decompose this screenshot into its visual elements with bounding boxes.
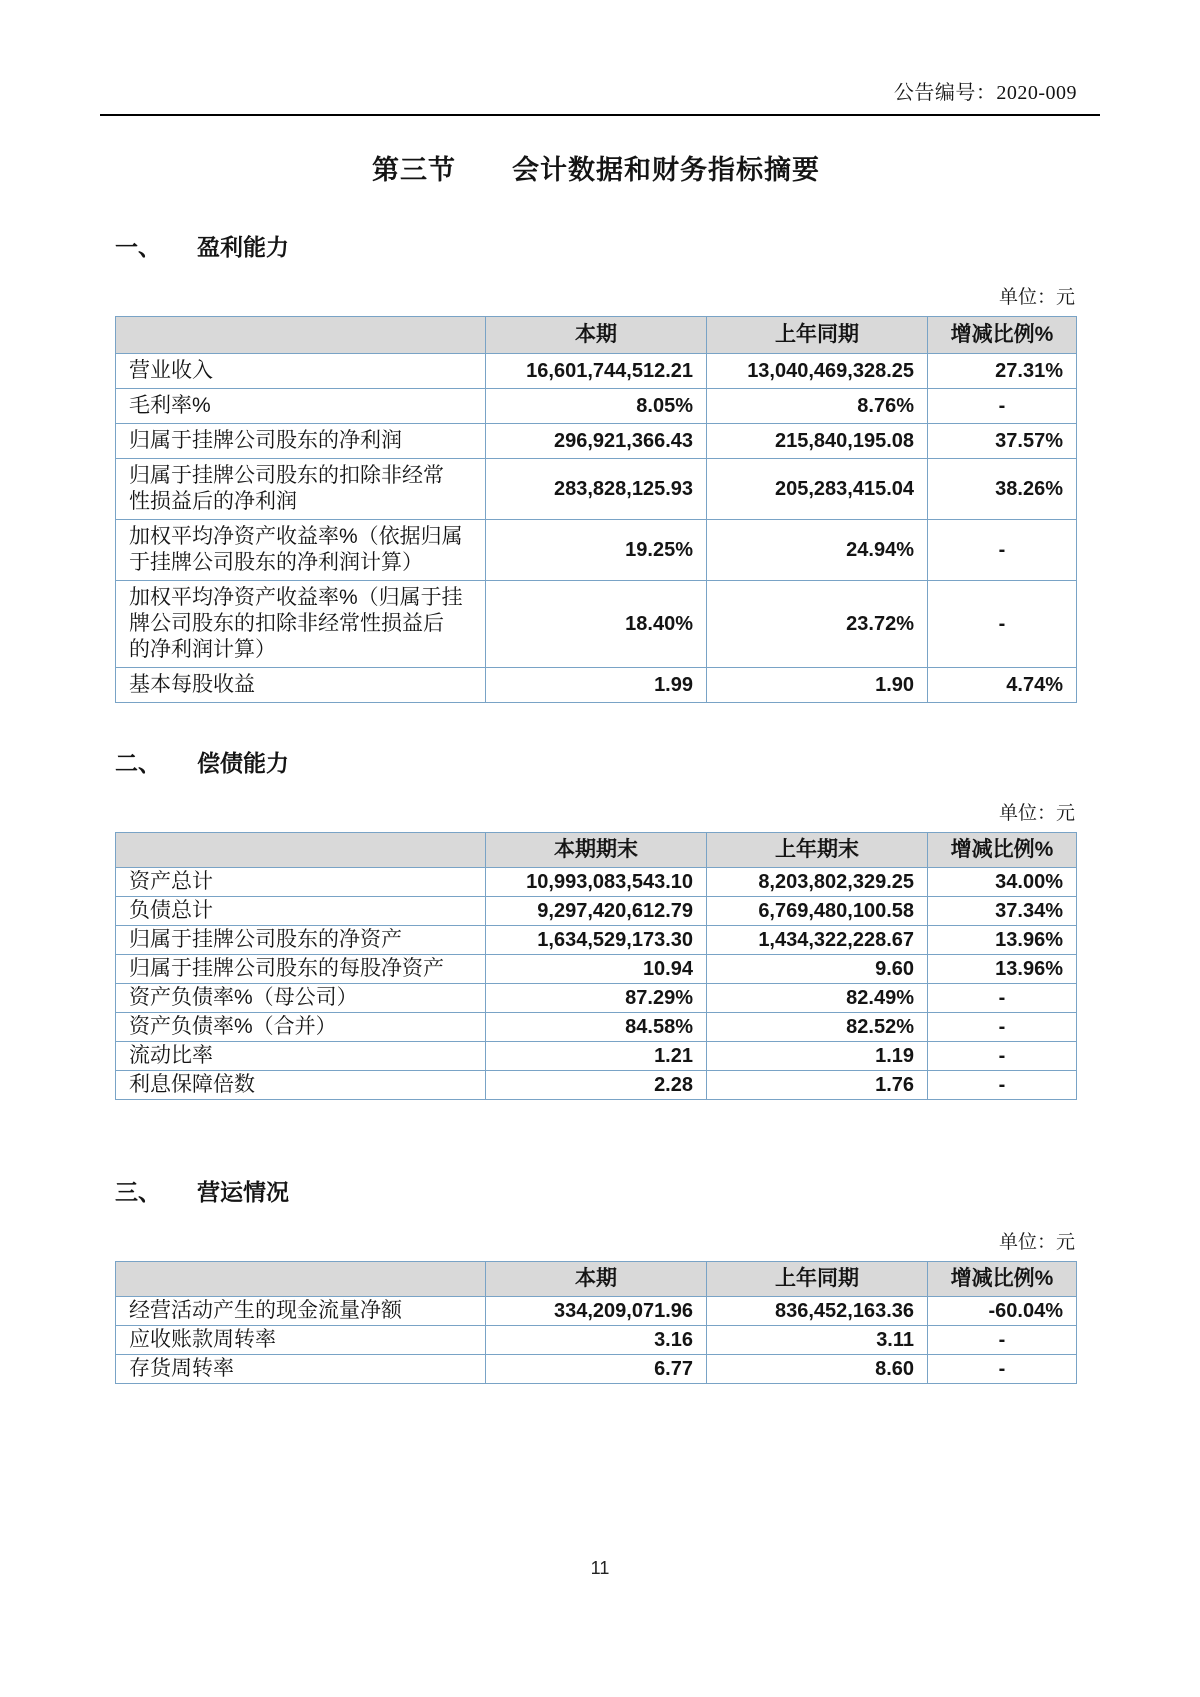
row-label: 利息保障倍数 — [116, 1071, 486, 1100]
header-rule — [100, 114, 1100, 116]
cell-value: 13.96% — [928, 955, 1077, 984]
cell-value: 334,209,071.96 — [485, 1297, 706, 1326]
section-heading: 盈利能力 — [197, 234, 289, 260]
table-row — [116, 1071, 1077, 1100]
page-number: 11 — [590, 1558, 610, 1578]
column-header: 本期 — [485, 317, 706, 354]
cell-value: 13,040,469,328.25 — [707, 354, 928, 389]
cell-value: 1.99 — [485, 668, 706, 703]
row-label: 流动比率 — [116, 1042, 486, 1071]
cell-value: - — [928, 1013, 1077, 1042]
row-label: 资产负债率%（合并） — [116, 1013, 486, 1042]
cell-value: 1.76 — [707, 1071, 928, 1100]
cell-value: 19.25% — [485, 520, 706, 581]
cell-value: - — [928, 1326, 1077, 1355]
cell-value: 205,283,415.04 — [707, 459, 928, 520]
cell-value: 84.58% — [485, 1013, 706, 1042]
section-number: 一、 — [115, 234, 161, 260]
row-label: 归属于挂牌公司股东的净利润 — [116, 424, 486, 459]
column-header: 本期期末 — [485, 833, 706, 868]
row-label: 应收账款周转率 — [116, 1326, 486, 1355]
cell-value: - — [928, 1042, 1077, 1071]
section-operations — [115, 1174, 1077, 1384]
row-label: 毛利率% — [116, 389, 486, 424]
cell-value: 296,921,366.43 — [485, 424, 706, 459]
cell-value: 1,634,529,173.30 — [485, 926, 706, 955]
cell-value: 8.60 — [707, 1355, 928, 1384]
table-row — [116, 1355, 1077, 1384]
table-row — [116, 459, 1077, 520]
cell-value: 215,840,195.08 — [707, 424, 928, 459]
cell-value: - — [928, 1355, 1077, 1384]
table-row — [116, 1297, 1077, 1326]
section-number: 三、 — [115, 1179, 161, 1205]
table-row — [116, 1013, 1077, 1042]
cell-value: 82.52% — [707, 1013, 928, 1042]
table-row — [116, 668, 1077, 703]
cell-value: 9,297,420,612.79 — [485, 897, 706, 926]
solvency-table — [115, 832, 1077, 1100]
cell-value: - — [928, 984, 1077, 1013]
cell-value: - — [928, 520, 1077, 581]
column-header — [116, 317, 486, 354]
cell-value: 1.90 — [707, 668, 928, 703]
section-heading: 营运情况 — [197, 1179, 289, 1205]
unit-label: 单位：元 — [998, 287, 1075, 308]
table-row — [116, 581, 1077, 668]
row-label: 归属于挂牌公司股东的净资产 — [116, 926, 486, 955]
table-row — [116, 1326, 1077, 1355]
column-header — [116, 833, 486, 868]
table-row — [116, 926, 1077, 955]
table-row — [116, 955, 1077, 984]
section-heading: 偿债能力 — [197, 750, 289, 776]
cell-value: 13.96% — [928, 926, 1077, 955]
cell-value: 37.34% — [928, 897, 1077, 926]
cell-value: 82.49% — [707, 984, 928, 1013]
cell-value: 34.00% — [928, 868, 1077, 897]
table-row — [116, 354, 1077, 389]
cell-value: 24.94% — [707, 520, 928, 581]
cell-value: 10,993,083,543.10 — [485, 868, 706, 897]
cell-value: 1,434,322,228.67 — [707, 926, 928, 955]
table-row — [116, 897, 1077, 926]
cell-value: 8.76% — [707, 389, 928, 424]
cell-value: 2.28 — [485, 1071, 706, 1100]
table-header-row — [116, 833, 1077, 868]
cell-value: 23.72% — [707, 581, 928, 668]
cell-value: 4.74% — [928, 668, 1077, 703]
cell-value: 8,203,802,329.25 — [707, 868, 928, 897]
section-number: 二、 — [115, 750, 161, 776]
table-header-row — [116, 1262, 1077, 1297]
row-label: 加权平均净资产收益率%（依据归属于挂牌公司股东的净利润计算） — [116, 520, 486, 581]
cell-value: 38.26% — [928, 459, 1077, 520]
row-label: 经营活动产生的现金流量净额 — [116, 1297, 486, 1326]
row-label: 存货周转率 — [116, 1355, 486, 1384]
operations-table — [115, 1261, 1077, 1384]
section-header — [115, 745, 1077, 778]
profitability-table — [115, 316, 1077, 703]
cell-value: 87.29% — [485, 984, 706, 1013]
column-header: 上年同期 — [707, 317, 928, 354]
cell-value: 9.60 — [707, 955, 928, 984]
cell-value: 1.19 — [707, 1042, 928, 1071]
cell-value: 18.40% — [485, 581, 706, 668]
section-solvency — [115, 745, 1077, 1100]
cell-value: 6.77 — [485, 1355, 706, 1384]
column-header: 增减比例% — [928, 833, 1077, 868]
cell-value: 283,828,125.93 — [485, 459, 706, 520]
section-header — [115, 1174, 1077, 1207]
cell-value: -60.04% — [928, 1297, 1077, 1326]
table-header-row — [116, 317, 1077, 354]
column-header: 增减比例% — [928, 1262, 1077, 1297]
row-label: 归属于挂牌公司股东的每股净资产 — [116, 955, 486, 984]
table-row — [116, 868, 1077, 897]
row-label: 营业收入 — [116, 354, 486, 389]
table-row — [116, 424, 1077, 459]
row-label: 资产负债率%（母公司） — [116, 984, 486, 1013]
table-row — [116, 389, 1077, 424]
row-label: 资产总计 — [116, 868, 486, 897]
cell-value: 27.31% — [928, 354, 1077, 389]
cell-value: - — [928, 581, 1077, 668]
cell-value: 8.05% — [485, 389, 706, 424]
cell-value: 10.94 — [485, 955, 706, 984]
table-row — [116, 520, 1077, 581]
row-label: 基本每股收益 — [116, 668, 486, 703]
page-title: 第三节 会计数据和财务指标摘要 — [372, 155, 820, 185]
section-header — [115, 229, 1077, 262]
announcement-number: 公告编号：2020-009 — [893, 82, 1077, 104]
table-row — [116, 984, 1077, 1013]
cell-value: 1.21 — [485, 1042, 706, 1071]
cell-value: 3.16 — [485, 1326, 706, 1355]
column-header: 本期 — [485, 1262, 706, 1297]
unit-label: 单位：元 — [998, 1232, 1075, 1253]
cell-value: - — [928, 389, 1077, 424]
section-profitability — [115, 229, 1077, 703]
row-label: 归属于挂牌公司股东的扣除非经常性损益后的净利润 — [116, 459, 486, 520]
cell-value: 3.11 — [707, 1326, 928, 1355]
cell-value: - — [928, 1071, 1077, 1100]
row-label: 加权平均净资产收益率%（归属于挂牌公司股东的扣除非经常性损益后的净利润计算） — [116, 581, 486, 668]
cell-value: 16,601,744,512.21 — [485, 354, 706, 389]
column-header: 增减比例% — [928, 317, 1077, 354]
cell-value: 6,769,480,100.58 — [707, 897, 928, 926]
cell-value: 37.57% — [928, 424, 1077, 459]
table-row — [116, 1042, 1077, 1071]
row-label: 负债总计 — [116, 897, 486, 926]
column-header: 上年期末 — [707, 833, 928, 868]
column-header: 上年同期 — [707, 1262, 928, 1297]
cell-value: 836,452,163.36 — [707, 1297, 928, 1326]
column-header — [116, 1262, 486, 1297]
unit-label: 单位：元 — [998, 803, 1075, 824]
